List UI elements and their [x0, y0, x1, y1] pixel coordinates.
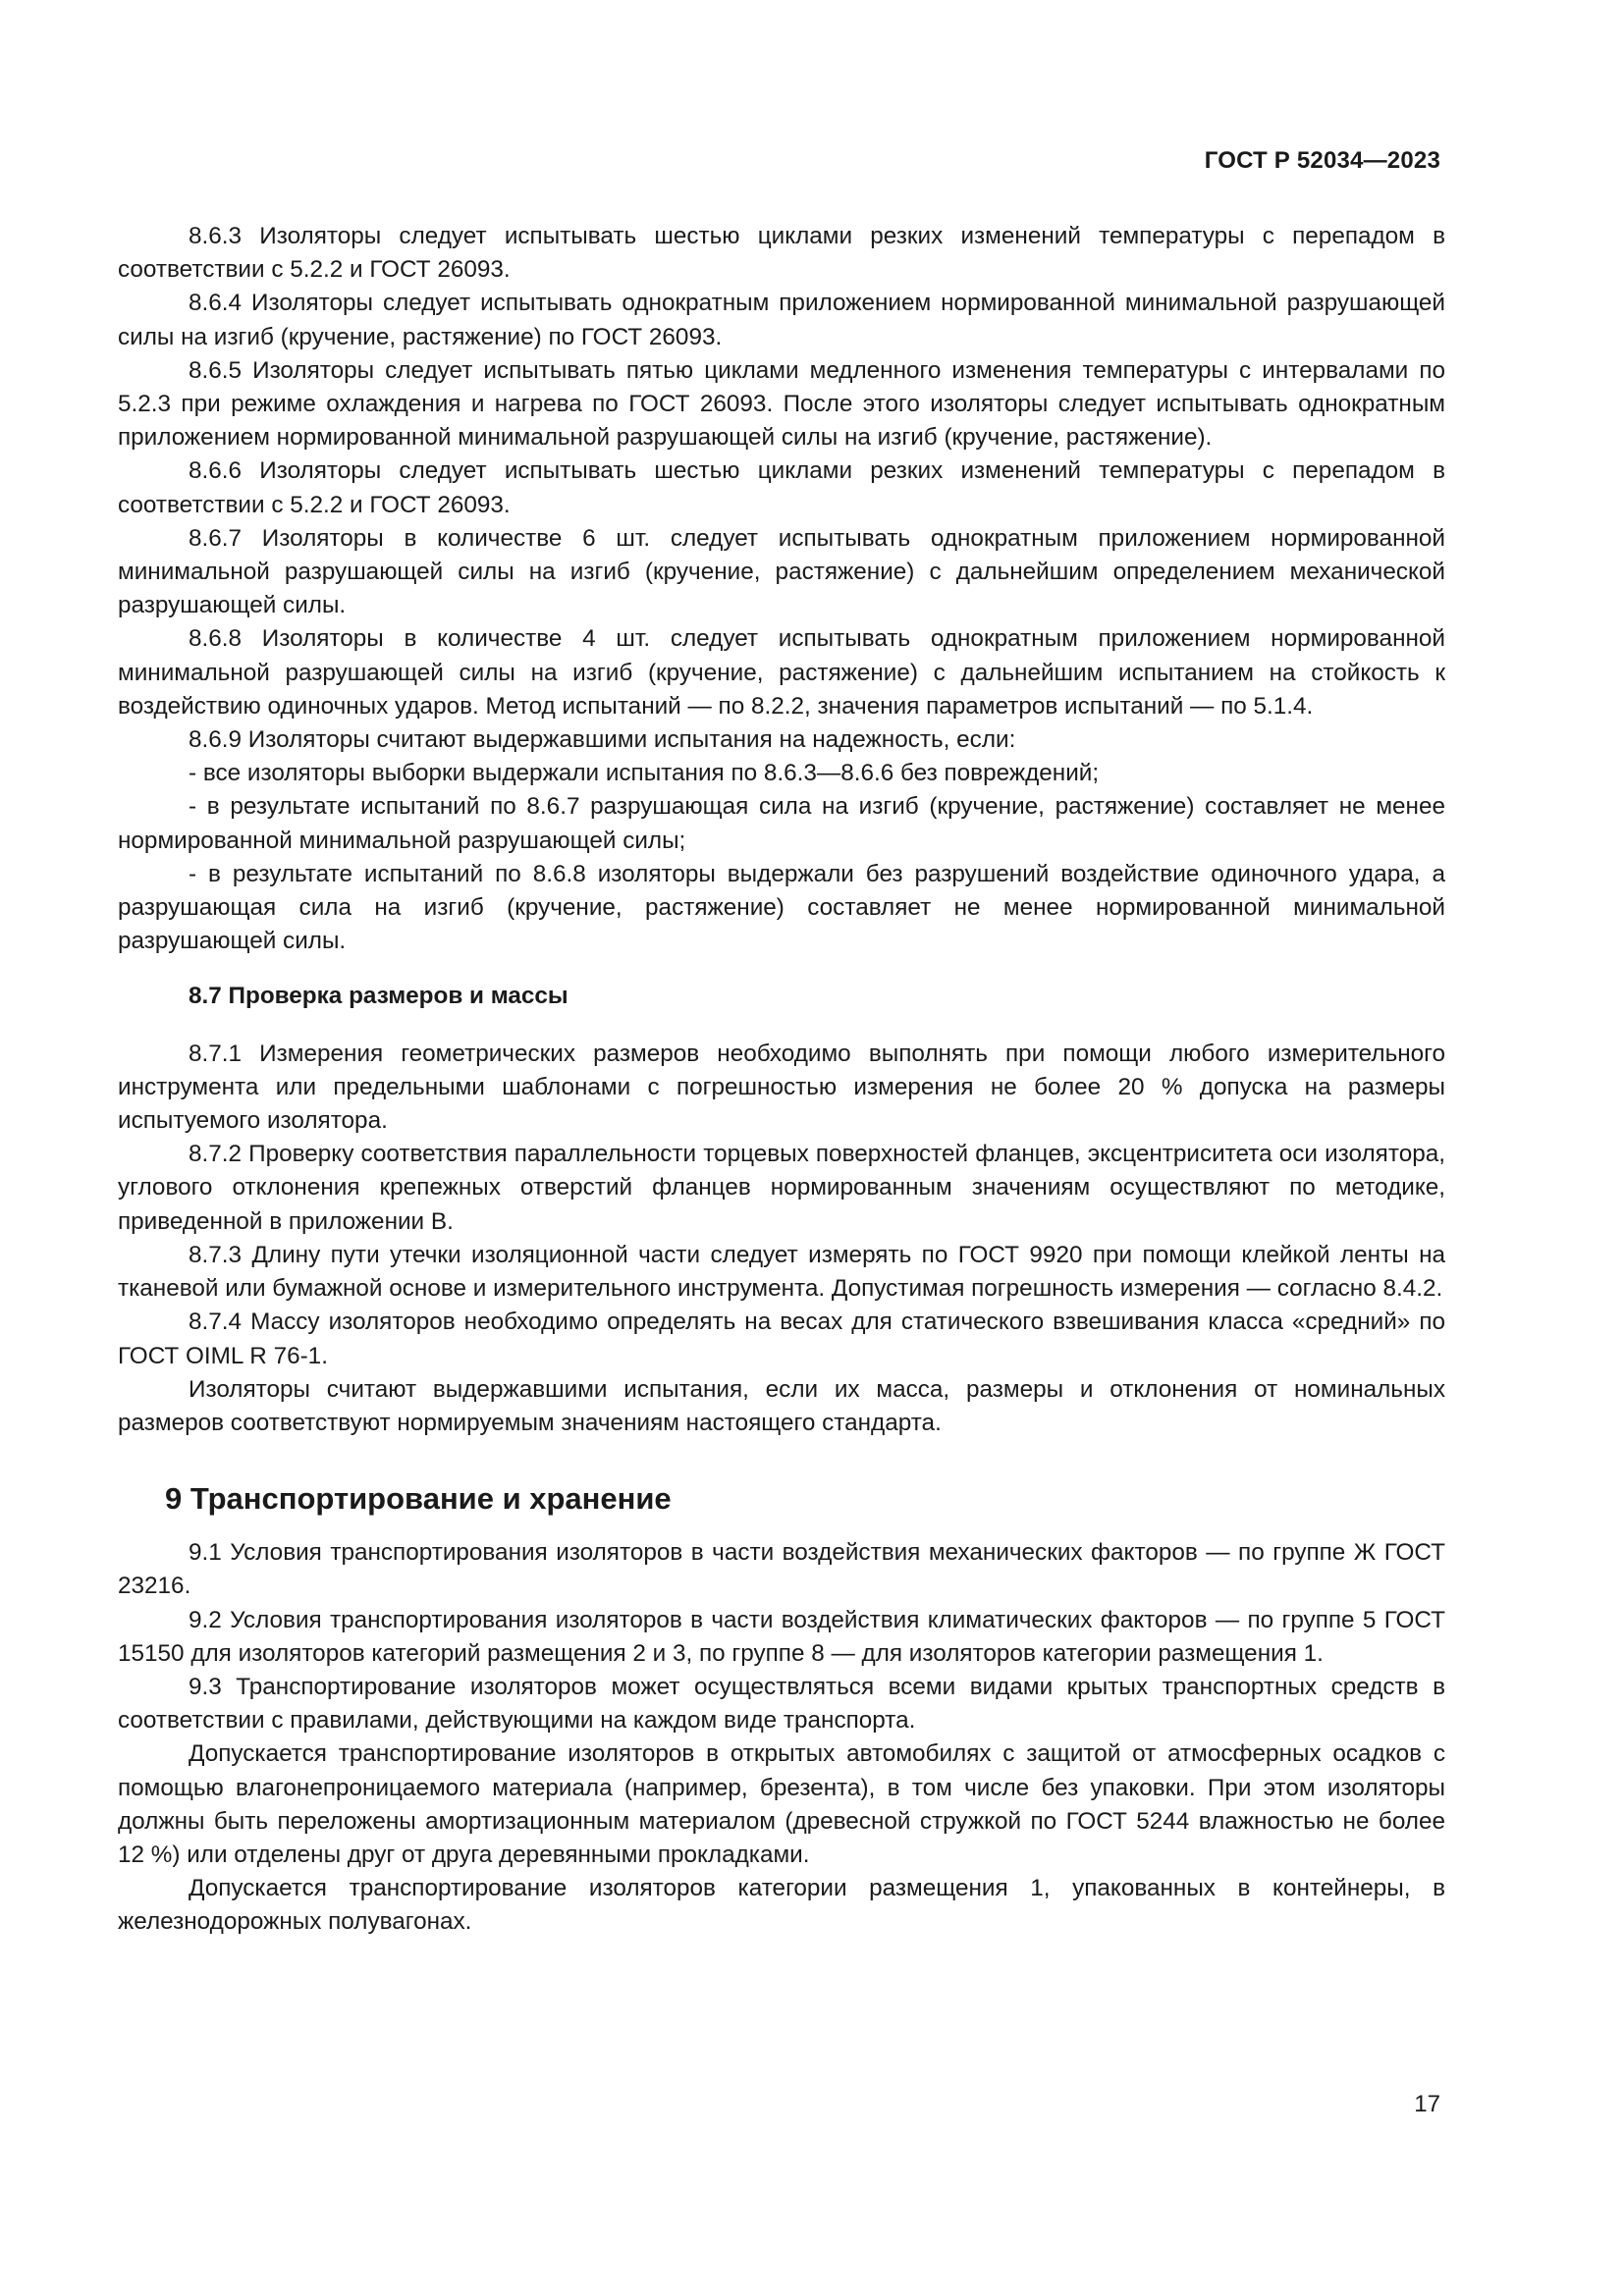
list-item-8-6-9-c: - в результате испытаний по 8.6.8 изоляторы выдержали без разрушений воздействие одиночного удара, а разрушающая сила на изгиб (кручение, растяжение) составляет не менее нормированной минимальной разрушающей силы.: [118, 860, 1445, 955]
list-item-8-6-9-b: - в результате испытаний по 8.6.7 разрушающая сила на изгиб (кручение, растяжение) составляет не менее нормированной минимальной разрушающей силы;: [118, 793, 1445, 854]
paragraph-9-1: 9.1 Условия транспортирования изоляторов в части воздействия механических факторов — по группе Ж ГОСТ 23216.: [118, 1539, 1445, 1600]
paragraph-8-7-conclusion: Изоляторы считают выдержавшими испытания, если их масса, размеры и отклонения от номинальных размеров соответствуют нормируемым значениям настоящего стандарта.: [118, 1375, 1445, 1436]
page-number: 17: [1414, 2091, 1440, 2117]
subsection-heading-8-7: 8.7 Проверка размеров и массы: [189, 983, 568, 1010]
paragraph-8-6-3: 8.6.3 Изоляторы следует испытывать шестью циклами резких изменений температуры с перепадом в соответствии с 5.2.2 и ГОСТ 26093.: [118, 223, 1445, 284]
paragraph-9-3-rail-transport: Допускается транспортирование изоляторов категории размещения 1, упакованных в контейнеры, в железнодорожных полувагонах.: [118, 1875, 1445, 1936]
paragraph-8-6-8: 8.6.8 Изоляторы в количестве 4 шт. следует испытывать однократным приложением нормированной минимальной разрушающей силы на изгиб (кручение, растяжение) с дальнейшим испытанием на стойкость к воздействию одиночных ударов. Метод испытаний — по 8.2.2, значения параметров испытаний — по 5.1.4.: [118, 625, 1445, 720]
document-code-header: ГОСТ Р 52034—2023: [1204, 147, 1440, 174]
paragraph-9-3: 9.3 Транспортирование изоляторов может осуществляться всеми видами крытых транспортных средств в соответствии с правилами, действующими на каждом виде транспорта.: [118, 1673, 1445, 1735]
paragraph-8-7-4: 8.7.4 Массу изоляторов необходимо определять на весах для статического взвешивания класса «средний» по ГОСТ OIML R 76-1.: [118, 1308, 1445, 1369]
paragraph-8-6-7: 8.6.7 Изоляторы в количестве 6 шт. следует испытывать однократным приложением нормированной минимальной разрушающей силы на изгиб (кручение, растяжение) с дальнейшим определением механической разрушающей силы.: [118, 524, 1445, 619]
paragraph-8-7-2: 8.7.2 Проверку соответствия параллельности торцевых поверхностей фланцев, эксцентриситета оси изолятора, углового отклонения крепежных отверстий фланцев нормированным значениям осуществляют по методике, приведенной в приложении В.: [118, 1141, 1445, 1235]
paragraph-8-6-9: 8.6.9 Изоляторы считают выдержавшими испытания на надежность, если:: [189, 726, 1016, 754]
list-item-8-6-9-a: - все изоляторы выборки выдержали испытания по 8.6.3—8.6.6 без повреждений;: [189, 760, 1100, 787]
paragraph-9-2: 9.2 Условия транспортирования изоляторов в части воздействия климатических факторов — по группе 5 ГОСТ 15150 для изоляторов категорий размещения 2 и 3, по группе 8 — для изоляторов категории размещения 1.: [118, 1606, 1445, 1667]
paragraph-8-6-6: 8.6.6 Изоляторы следует испытывать шестью циклами резких изменений температуры с перепадом в соответствии с 5.2.2 и ГОСТ 26093.: [118, 457, 1445, 518]
paragraph-9-3-open-transport: Допускается транспортирование изоляторов в открытых автомобилях с защитой от атмосферных осадков с помощью влагонепроницаемого материала (например, брезента), в том числе без упаковки. При этом изоляторы должны быть переложены амортизационным материалом (древесной стружкой по ГОСТ 5244 влажностью не более 12 %) или отделены друг от друга деревянными прокладками.: [118, 1740, 1445, 1868]
section-heading-9: 9 Транспортирование и хранение: [165, 1481, 672, 1517]
paragraph-8-6-5: 8.6.5 Изоляторы следует испытывать пятью циклами медленного изменения температуры с интервалами по 5.2.3 при режиме охлаждения и нагрева по ГОСТ 26093. После этого изоляторы следует испытывать однократным приложением нормированной минимальной разрушающей силы на изгиб (кручение, растяжение).: [118, 356, 1445, 452]
document-body: [118, 220, 1445, 1940]
paragraph-8-7-3: 8.7.3 Длину пути утечки изоляционной части следует измерять по ГОСТ 9920 при помощи клейкой ленты на тканевой или бумажной основе и измерительного инструмента. Допустимая погрешность измерения — согласно 8.4.2.: [118, 1241, 1445, 1303]
paragraph-8-6-4: 8.6.4 Изоляторы следует испытывать однократным приложением нормированной минимальной разрушающей силы на изгиб (кручение, растяжение) по ГОСТ 26093.: [118, 290, 1445, 350]
paragraph-8-7-1: 8.7.1 Измерения геометрических размеров необходимо выполнять при помощи любого измерительного инструмента или предельными шаблонами с погрешностью измерения не более 20 % допуска на размеры испытуемого изолятора.: [118, 1040, 1445, 1135]
